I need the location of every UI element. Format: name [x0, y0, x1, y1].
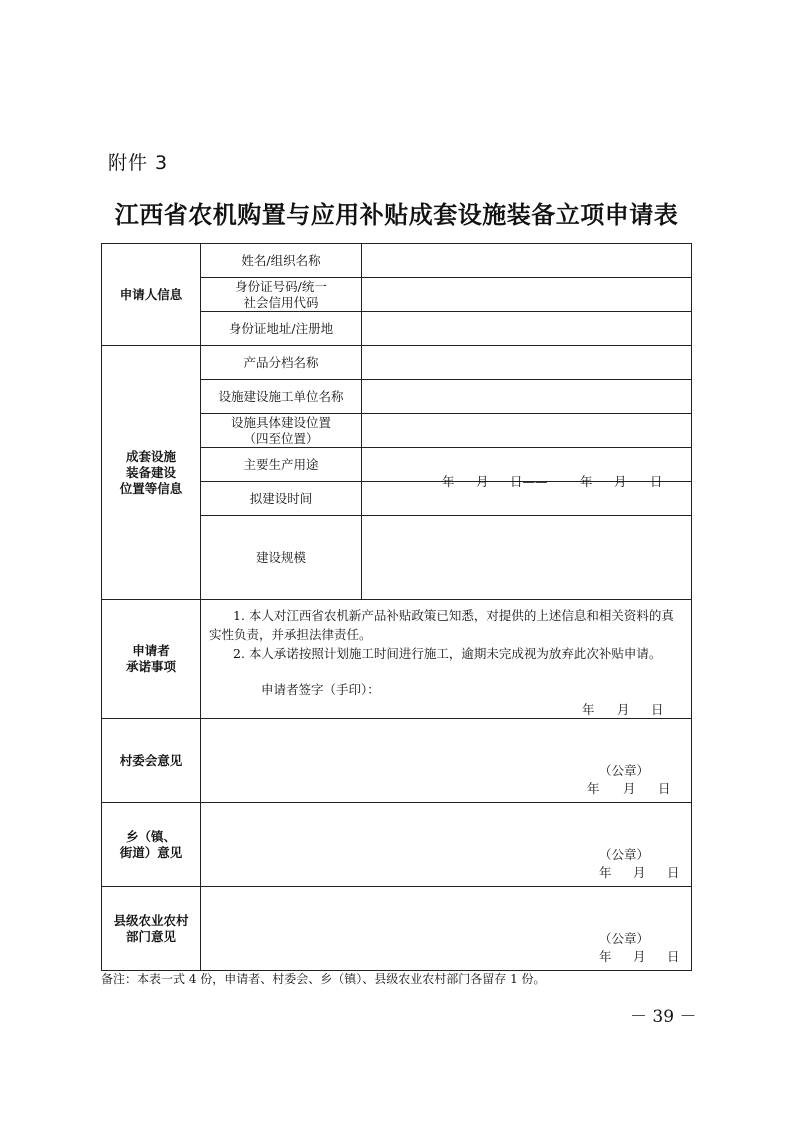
town-year: 年 [599, 865, 612, 880]
town-section-label [102, 803, 201, 887]
village-year: 年 [587, 781, 600, 796]
applicant-section-label: 申请人信息 [102, 244, 201, 346]
promise-section-line2: 承诺事项 [125, 659, 176, 674]
id-label-line1: 身份证号码/统一 [235, 278, 327, 294]
county-section-line2: 部门意见 [125, 928, 176, 944]
product-field[interactable] [362, 346, 692, 380]
location-label [201, 414, 362, 448]
county-year: 年 [599, 949, 612, 964]
id-field[interactable] [362, 278, 692, 312]
town-section-line2: 街道）意见 [119, 844, 183, 860]
promise-day: 日 [651, 702, 664, 717]
name-field[interactable] [362, 244, 692, 278]
time-year-start: 年 [442, 474, 455, 489]
town-day: 日 [667, 865, 680, 880]
page-number: － 39 － [630, 1007, 697, 1027]
facility-section-line1: 成套设施 [125, 448, 176, 464]
address-field[interactable] [362, 312, 692, 346]
town-seal: （公章） [599, 847, 650, 862]
village-day: 日 [658, 781, 671, 796]
address-label: 身份证地址/注册地 [201, 312, 362, 346]
county-day: 日 [667, 949, 680, 964]
facility-section-line3: 位置等信息 [119, 480, 183, 496]
attachment-label: 附件 3 [108, 152, 169, 174]
builder-label: 设施建设施工单位名称 [201, 380, 362, 414]
form-title: 江西省农机购置与应用补贴成套设施装备立项申请表 [114, 200, 679, 229]
time-field[interactable] [362, 474, 692, 516]
location-label-line2: （四至位置） [243, 430, 319, 446]
promise-item-1: 1. 本人对江西省农机新产品补贴政策已知悉，对提供的上述信息和相关资料的真实性负责，并承担法律责任。 [209, 608, 674, 642]
town-month: 月 [633, 865, 646, 880]
county-opinion-field[interactable] [201, 887, 692, 971]
promise-section-label [102, 600, 201, 719]
county-month: 月 [633, 949, 646, 964]
county-section-label [102, 887, 201, 971]
time-label: 拟建设时间 [201, 482, 362, 516]
town-section-line1: 乡（镇、 [125, 828, 176, 844]
location-field[interactable] [362, 414, 692, 448]
promise-item-2: 2. 本人承诺按照计划施工时间进行施工，逾期未完成视为放弃此次补贴申请。 [233, 646, 662, 661]
time-year-end: 年 [580, 474, 593, 489]
applicant-signature-label[interactable]: 申请者签字（手印）： [261, 682, 380, 697]
id-label [201, 278, 362, 312]
village-opinion-field[interactable] [201, 719, 692, 803]
village-section-label: 村委会意见 [102, 719, 201, 803]
promise-year: 年 [582, 702, 595, 717]
facility-section-label [102, 346, 201, 600]
village-month: 月 [623, 781, 636, 796]
village-seal: （公章） [599, 763, 650, 778]
location-label-line1: 设施具体建设位置 [230, 414, 331, 430]
application-form-table [101, 243, 692, 971]
name-label: 姓名/组织名称 [201, 244, 362, 278]
promise-content [201, 600, 692, 719]
product-label: 产品分档名称 [201, 346, 362, 380]
scale-field[interactable] [362, 516, 692, 600]
county-section-line1: 县级农业农村 [113, 912, 189, 928]
promise-month: 月 [617, 702, 630, 717]
town-opinion-field[interactable] [201, 803, 692, 887]
footnote: 备注：本表一式 4 份，申请者、村委会、乡（镇）、县级农业农村部门各留存 1 份。 [101, 972, 546, 986]
builder-field[interactable] [362, 380, 692, 414]
time-month-end: 月 [614, 474, 627, 489]
scale-label: 建设规模 [201, 516, 362, 600]
time-month-start: 月 [476, 474, 489, 489]
county-seal: （公章） [599, 931, 650, 946]
time-day-start: 日—— [510, 474, 548, 489]
facility-section-line2: 装备建设 [125, 464, 176, 480]
use-label: 主要生产用途 [201, 448, 362, 482]
id-label-line2: 社会信用代码 [243, 294, 319, 310]
time-day-end: 日 [650, 474, 663, 489]
promise-section-line1: 申请者 [132, 643, 170, 658]
